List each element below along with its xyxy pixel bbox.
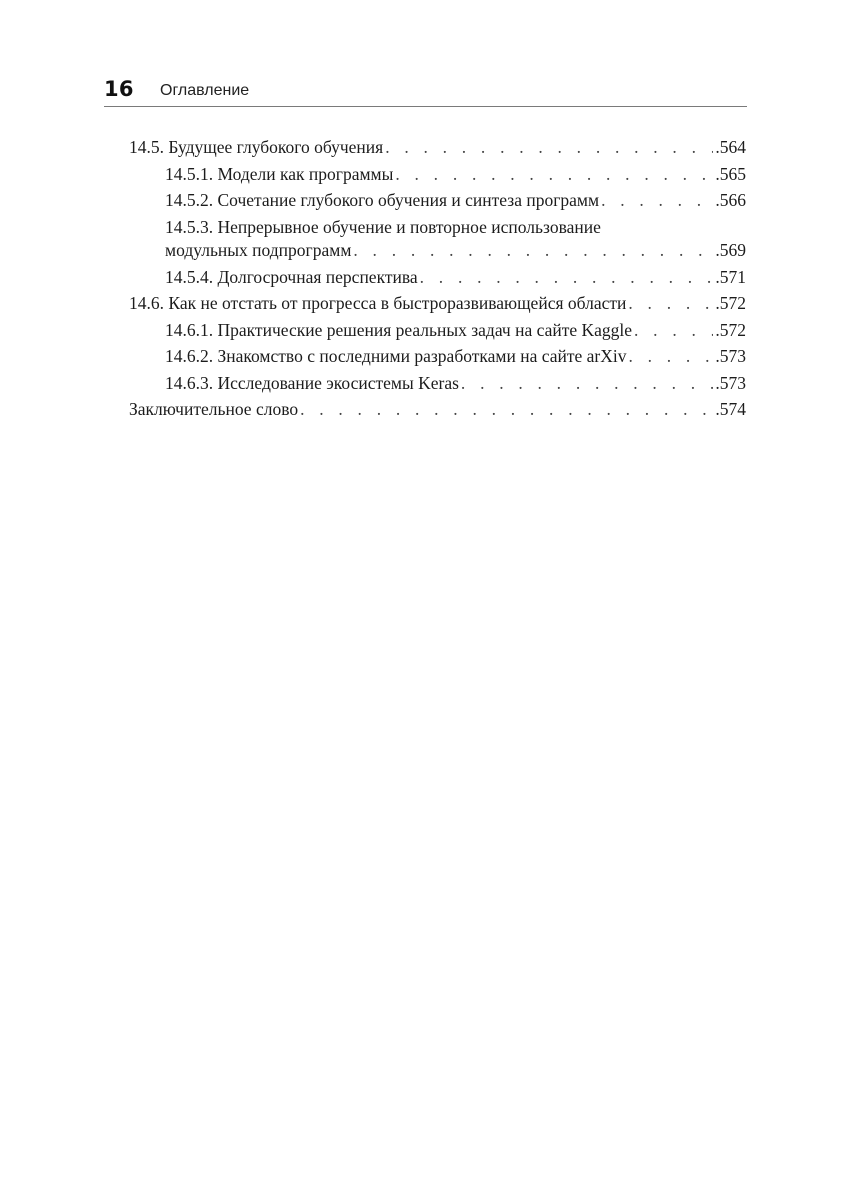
toc-page-number: . 565: [715, 161, 746, 188]
toc-entry-14-6-2[interactable]: [129, 343, 746, 370]
toc-entry-label: 14.6.2. Знакомство с последними разработками на сайте arXiv: [165, 346, 627, 366]
toc-page-number: . 566: [715, 187, 746, 214]
toc-entry-14-5-2[interactable]: [129, 187, 746, 214]
toc-entry-label: 14.6. Как не отстать от прогресса в быстроразвивающейся области: [129, 293, 627, 313]
toc-page-number: . 571: [715, 264, 746, 291]
toc-entry-label: 14.5.2. Сочетание глубокого обучения и синтеза программ: [165, 190, 600, 210]
toc-entry-conclusion[interactable]: [129, 396, 746, 423]
toc-entry-label-continued: модульных подпрограмм: [165, 239, 352, 260]
toc-entry-label: 14.6.1. Практические решения реальных задач на сайте Kaggle: [165, 319, 633, 340]
dot-leader: [628, 343, 713, 370]
toc-page-number: . 573: [715, 370, 746, 397]
toc-entry-label: 14.5.4. Долгосрочная перспектива: [165, 266, 418, 287]
toc-entry-14-5-1[interactable]: [129, 161, 746, 188]
dot-leader: [634, 317, 713, 344]
toc-entry-14-6[interactable]: [129, 290, 746, 317]
toc-entry-label: Заключительное слово: [129, 399, 299, 419]
toc-entry-14-5-3[interactable]: [129, 214, 746, 264]
dot-leader: [300, 396, 713, 423]
toc-page-number: . 574: [715, 396, 746, 423]
toc-entry-label: 14.5.1. Модели как программы: [165, 163, 394, 184]
toc-entry-14-5[interactable]: [129, 134, 746, 161]
toc-entry-label: 14.6.3. Исследование экосистемы Keras: [165, 372, 459, 393]
table-of-contents: [129, 134, 746, 423]
toc-entry-14-5-4[interactable]: [129, 264, 746, 291]
toc-entry-label: 14.5. Будущее глубокого обучения: [129, 137, 384, 157]
dot-leader: [461, 370, 713, 397]
dot-leader: [420, 264, 714, 291]
running-header: [104, 76, 747, 107]
dot-leader: [353, 239, 713, 262]
toc-page-number: . 572: [715, 317, 746, 344]
toc-entry-14-6-3[interactable]: [129, 370, 746, 397]
page-number: 16: [104, 77, 134, 101]
toc-page-number: . 573: [715, 343, 746, 370]
toc-entry-label: 14.5.3. Непрерывное обучение и повторное использование: [165, 216, 601, 237]
dot-leader: [385, 134, 713, 161]
toc-entry-14-6-1[interactable]: [129, 317, 746, 344]
toc-page-number: . 564: [715, 134, 746, 161]
dot-leader: [601, 187, 713, 214]
running-title: Оглавление: [160, 82, 250, 99]
toc-page-number: . 569: [715, 239, 746, 262]
dot-leader: [628, 290, 713, 317]
dot-leader: [395, 161, 713, 188]
toc-page-number: . 572: [715, 290, 746, 317]
